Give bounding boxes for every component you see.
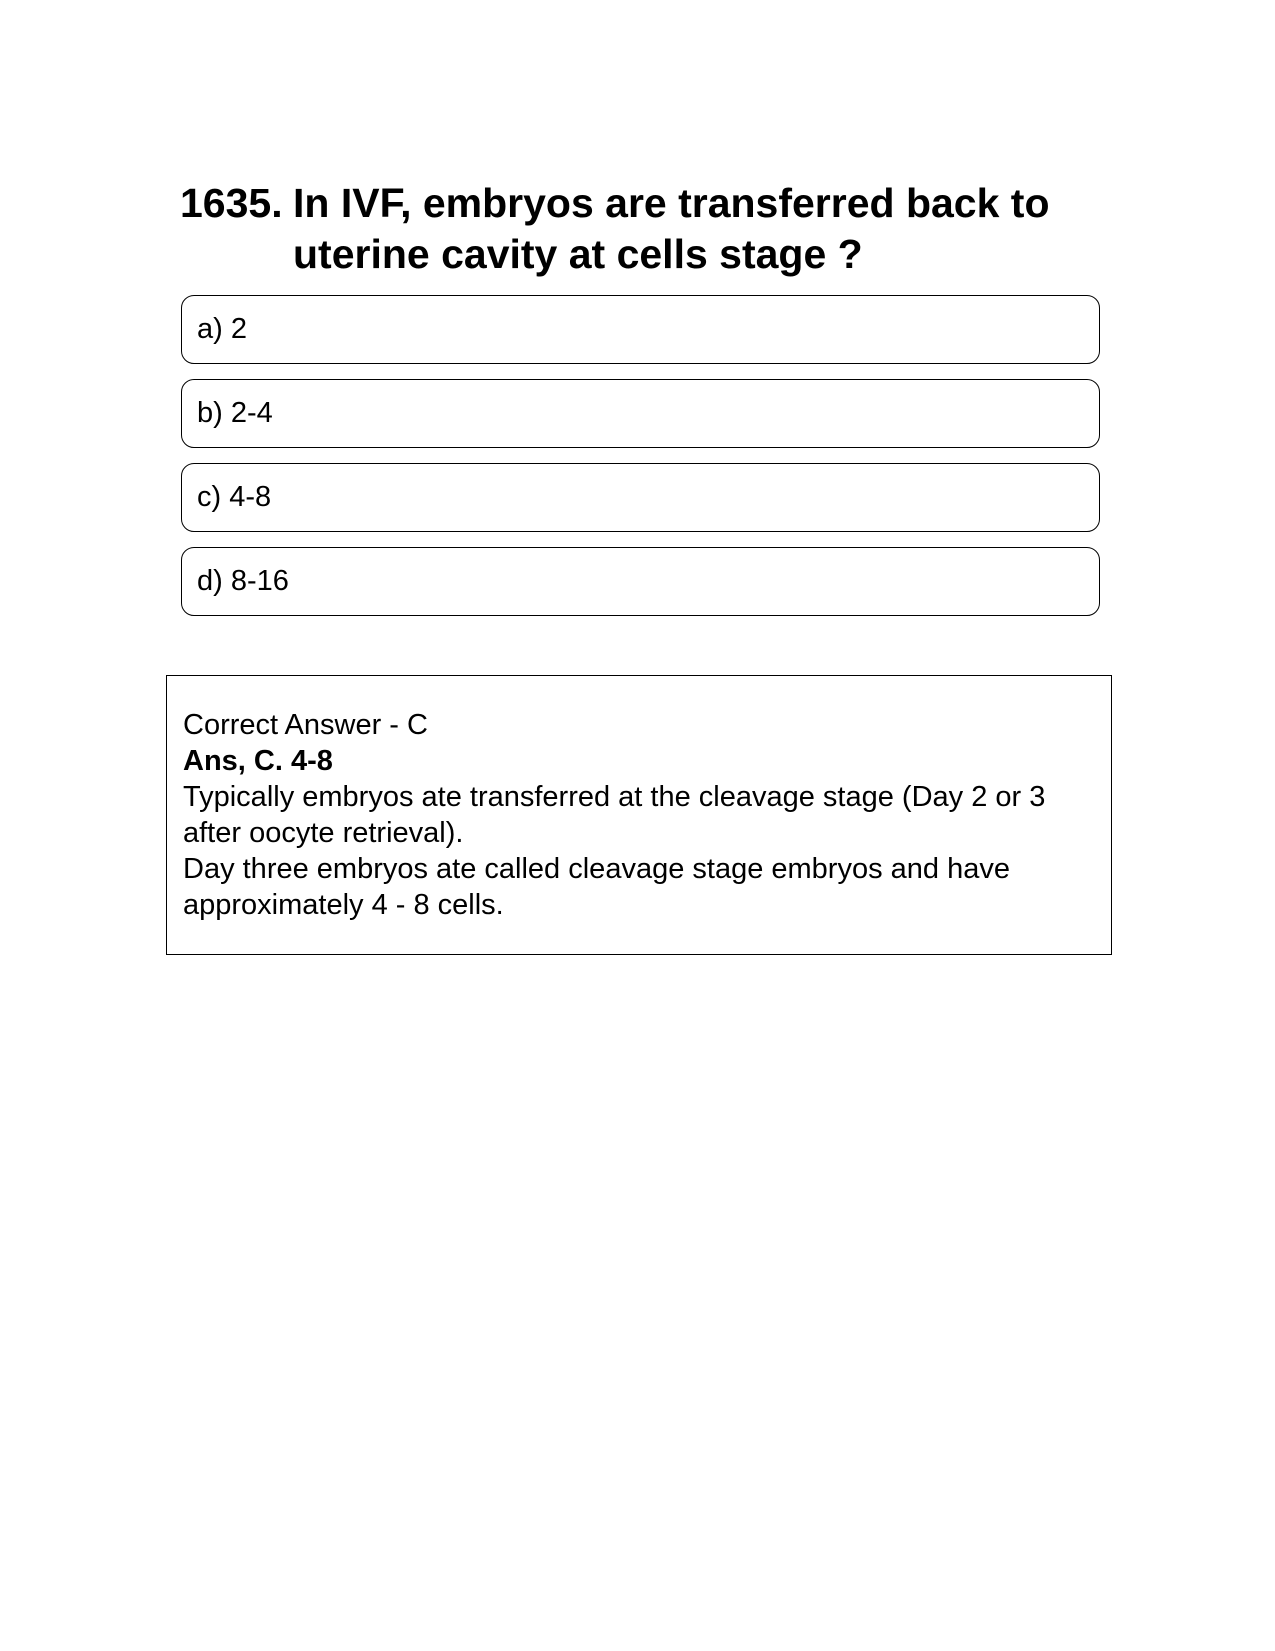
options-list: [181, 295, 1100, 631]
answer-heading: Ans, C. 4-8: [183, 745, 333, 777]
question-block: [180, 178, 1100, 280]
option-b[interactable]: b) 2-4: [181, 379, 1100, 448]
explanation-paragraph-2: Day three embryos ate called cleavage stage embryos and have approximately 4 - 8 cells.: [183, 853, 1010, 921]
question-text: In IVF, embryos are transferred back to uterine cavity at cells stage ?: [293, 180, 1050, 277]
question-number: 1635.: [180, 180, 283, 226]
option-d[interactable]: d) 8-16: [181, 547, 1100, 616]
correct-answer-line: Correct Answer - C: [183, 709, 428, 741]
answer-box: [166, 675, 1112, 955]
explanation-paragraph-1: Typically embryos ate transferred at the cleavage stage (Day 2 or 3 after oocyte retrieval).: [183, 781, 1046, 849]
option-a[interactable]: a) 2: [181, 295, 1100, 364]
option-c[interactable]: c) 4-8: [181, 463, 1100, 532]
